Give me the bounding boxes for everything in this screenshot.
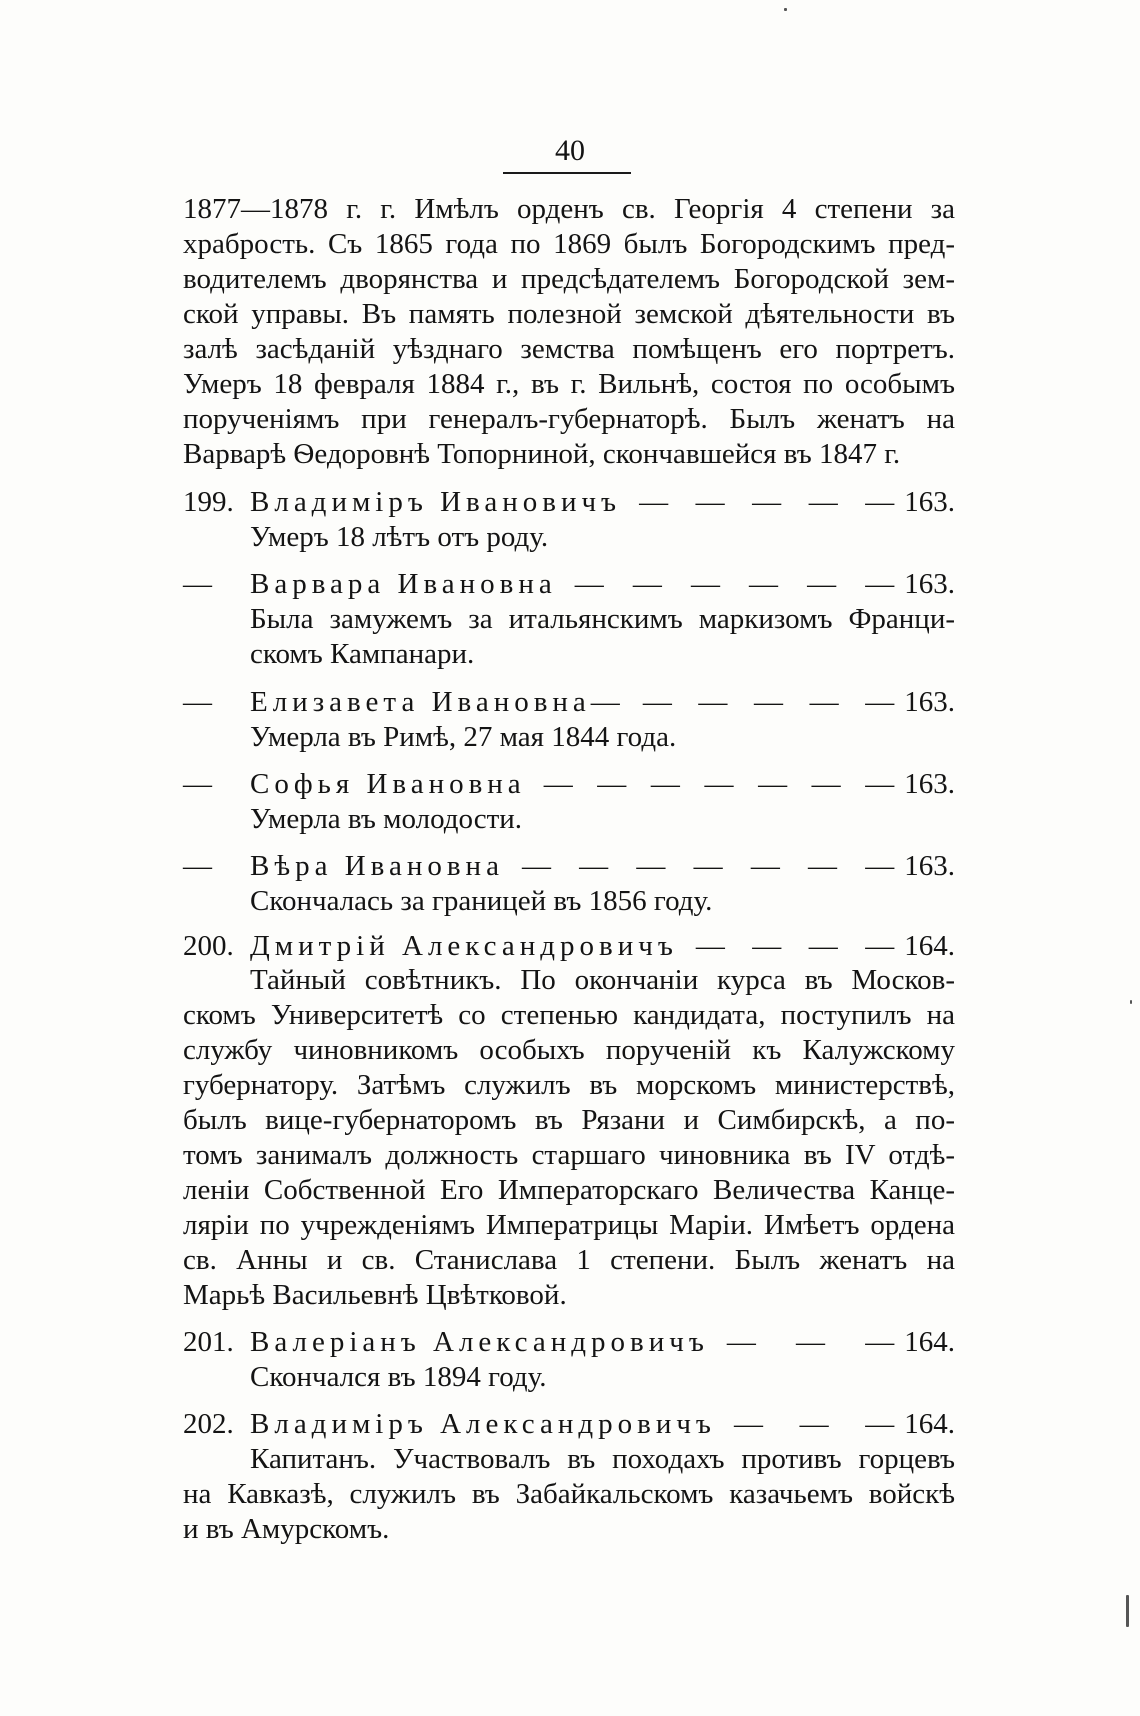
scan-speck (784, 8, 787, 11)
genealogy-entry (183, 928, 955, 964)
genealogy-entry (183, 684, 955, 720)
entry-name: Вѣра Ивановна (250, 850, 504, 882)
entry-number: — (183, 568, 212, 600)
page-number-rule (503, 172, 631, 174)
entry-description: св. Анны и св. Станислава 1 степени. Былъ женатъ на (183, 1244, 955, 1276)
entry-name: Дмитрій Александровичъ (250, 930, 678, 962)
text-line: Умеръ 18 февраля 1884 г., въ г. Вильнѣ, состоя по особымъ (183, 368, 955, 400)
scan-speck (1130, 1000, 1132, 1004)
genealogy-entry (183, 1406, 955, 1442)
entry-name: Владиміръ Александровичъ (250, 1408, 716, 1440)
text-line: водителемъ дворянства и предсѣдателемъ Богородской зем- (183, 263, 955, 295)
entry-leader: — — — — (695, 930, 895, 962)
entry-description: Скончалась за границей въ 1856 году. (250, 885, 713, 917)
entry-description: службу чиновникомъ особыхъ порученій къ Калужскому (183, 1034, 955, 1066)
entry-description: Скончался въ 1894 году. (250, 1361, 547, 1393)
entry-leader: — — — (726, 1326, 895, 1358)
entry-description: Капитанъ. Участвовалъ въ походахъ противъ горцевъ (250, 1443, 955, 1475)
entry-reference: 163. (904, 486, 955, 518)
entry-reference: 164. (904, 1408, 955, 1440)
entry-description: Умерла въ молодости. (250, 803, 523, 835)
entry-description: Была замужемъ за итальянскимъ маркизомъ Франци- (250, 603, 955, 635)
entry-description: скомъ Кампанари. (250, 638, 475, 670)
entry-reference: 163. (904, 568, 955, 600)
entry-name: Владиміръ Ивановичъ (250, 486, 622, 518)
page-number: 40 (555, 134, 585, 167)
genealogy-entry (183, 484, 955, 520)
entry-number: 201. (183, 1326, 234, 1358)
entry-name: Софья Ивановна (250, 768, 526, 800)
scan-speck (1126, 1595, 1129, 1627)
entry-name: Валеріанъ Александровичъ (250, 1326, 709, 1358)
entry-description: ляріи по учрежденіямъ Императрицы Маріи. Имѣетъ ордена (183, 1209, 955, 1241)
entry-description: скомъ Университетѣ со степенью кандидата, поступилъ на (183, 999, 955, 1031)
entry-reference: 163. (904, 768, 955, 800)
entry-description: былъ вице-губернаторомъ въ Рязани и Симбирскѣ, а по- (183, 1104, 955, 1136)
entry-number: — (183, 850, 212, 882)
entry-leader: — — — — — — — (521, 850, 895, 882)
genealogy-entry (183, 848, 955, 884)
entry-number: — (183, 686, 212, 718)
entry-description: Тайный совѣтникъ. По окончаніи курса въ Москов- (250, 964, 955, 996)
entry-leader: — — — — — — (574, 568, 895, 600)
entry-reference: 164. (904, 1326, 955, 1358)
text-line: ской управы. Въ память полезной земской дѣятельности въ (183, 298, 955, 330)
entry-description: Умеръ 18 лѣтъ отъ роду. (250, 521, 549, 553)
text-line: 1877—1878 г. г. Имѣлъ орденъ св. Георгія 4 степени за (183, 193, 955, 225)
entry-leader: — — — (733, 1408, 895, 1440)
text-line: порученіямъ при генералъ-губернаторѣ. Былъ женатъ на (183, 403, 955, 435)
entry-description: и въ Амурскомъ. (183, 1513, 390, 1545)
entry-number: 199. (183, 486, 234, 518)
text-line: храбрость. Съ 1865 года по 1869 былъ Богородскимъ пред- (183, 228, 955, 260)
entry-description: губернатору. Затѣмъ служилъ въ морскомъ министерствѣ, (183, 1069, 955, 1101)
genealogy-entry (183, 1324, 955, 1360)
entry-leader: — — — — — — — (543, 768, 895, 800)
entry-name: Варвара Ивановна (250, 568, 557, 600)
genealogy-entry (183, 566, 955, 602)
text-line: залѣ засѣданій уѣзднаго земства помѣщенъ его портретъ. (183, 333, 955, 365)
entry-reference: 163. (904, 850, 955, 882)
entry-description: Умерла въ Римѣ, 27 мая 1844 года. (250, 721, 677, 753)
entry-description: леніи Собственной Его Императорскаго Величества Канце- (183, 1174, 955, 1206)
genealogy-entry (183, 766, 955, 802)
entry-number: — (183, 768, 212, 800)
text-line: Варварѣ Ѳедоровнѣ Топорниной, скончавшейся въ 1847 г. (183, 438, 901, 470)
entry-description: Марьѣ Васильевнѣ Цвѣтковой. (183, 1279, 567, 1311)
entry-number: 200. (183, 930, 234, 962)
entry-name: Елизавета Ивановна— (250, 686, 625, 718)
entry-reference: 164. (904, 930, 955, 962)
entry-description: томъ занималъ должность старшаго чиновника въ IV отдѣ- (183, 1139, 955, 1171)
entry-number: 202. (183, 1408, 234, 1440)
entry-reference: 163. (904, 686, 955, 718)
entry-leader: — — — — — (642, 686, 895, 718)
entry-leader: — — — — — (639, 486, 895, 518)
entry-description: на Кавказѣ, служилъ въ Забайкальскомъ казачьемъ войскѣ (183, 1478, 955, 1510)
